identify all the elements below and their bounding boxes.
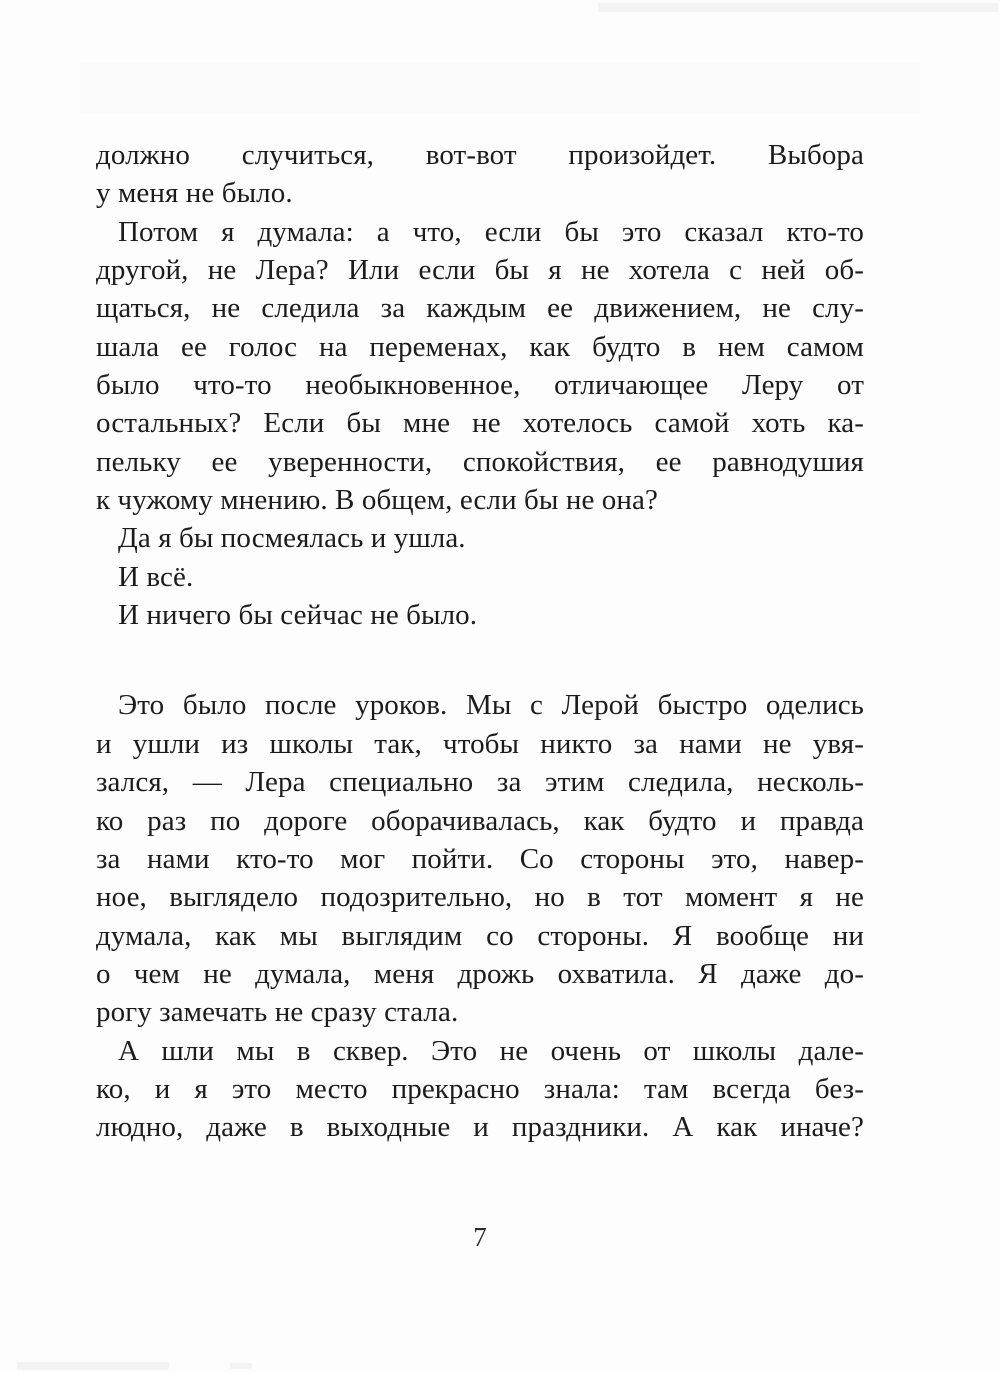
scan-artifact-bottom-mark [230,1363,252,1369]
text-line: думала, как мы выглядим со стороны. Я вообще ни [96,919,864,952]
text-line: к чужому мнению. В общем, если бы не она? [96,484,658,517]
text-line: рогу замечать не сразу стала. [96,996,459,1029]
text-line: пельку ее уверенности, спокойствия, ее равнодушия [96,445,864,478]
text-line: ко, и я это место прекрасно знала: там всегда без- [96,1072,864,1105]
text-line: и ушли из школы так, чтобы никто за нами не увя- [96,727,864,760]
scan-artifact-top-right [598,3,998,12]
page-number: 7 [473,1222,487,1252]
text-line: И ничего бы сейчас не было. [118,599,478,632]
text-line: остальных? Если бы мне не хотелось самой хоть ка- [96,407,864,440]
paragraph-gap [96,634,864,686]
text-line: было что-то необыкновенное, отличающее Леру от [96,369,864,402]
text-line: И всё. [118,560,194,593]
text-line: Да я бы посмеялась и ушла. [118,522,466,555]
text-line: Потом я думала: а что, если бы это сказал кто-то [118,215,864,248]
text-line: о чем не думала, меня дрожь охватила. Я даже до- [96,957,864,990]
text-line: за нами кто-то мог пойти. Со стороны это, навер- [96,842,864,875]
text-line: должно случиться, вот-вот произойдет. Выбора [96,139,864,171]
text-line: зался, — Лера специально за этим следила, несколь- [96,766,864,799]
text-line: щаться, не следила за каждым ее движением, не слу- [96,292,864,325]
scan-artifact-ghost-text [80,62,920,114]
text-line: шала ее голос на переменах, как будто в нем самом [96,330,864,363]
page-text [96,136,864,1147]
text-line: Это было после уроков. Мы с Лерой быстро оделись [118,689,864,722]
text-line: у меня не было. [96,177,293,210]
scan-artifact-bottom-left [17,1362,169,1370]
text-line: А шли мы в сквер. Это не очень от школы дале- [118,1034,864,1067]
text-line: ное, выглядело подозрительно, но в тот момент я не [96,881,864,914]
text-line: людно, даже в выходные и праздники. А как иначе? [96,1111,864,1144]
text-line: другой, не Лера? Или если бы я не хотела с ней об- [96,254,864,287]
text-line: ко раз по дороге оборачивалась, как будто и правда [96,804,864,837]
